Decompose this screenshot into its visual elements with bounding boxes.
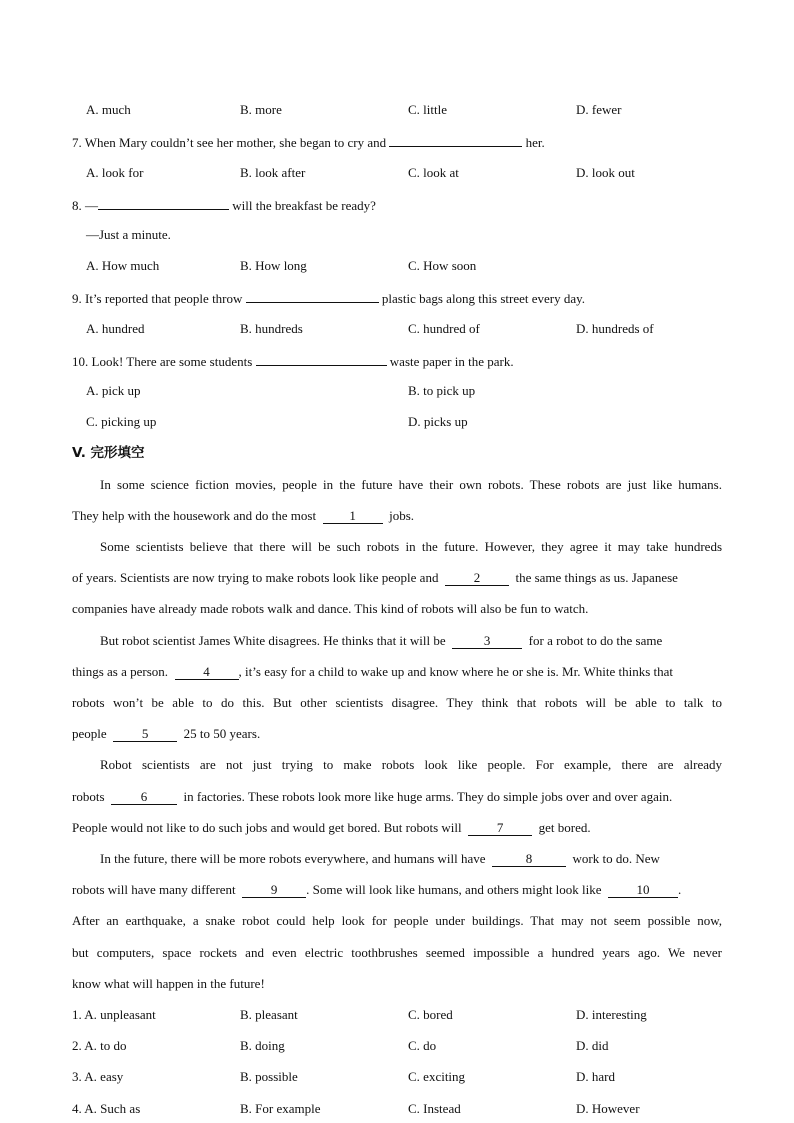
passage-line (72, 789, 722, 805)
passage-text: in factories. These robots look more like huge arms. They do simple jobs over and over again. (183, 789, 673, 804)
passage-text: , it’s easy for a child to wake up and know where he or she is. Mr. White thinks that (238, 664, 673, 679)
answer-2-b: B. doing (240, 1038, 285, 1053)
passage-line: In some science fiction movies, people in the future have their own robots. These robots are just like humans. (100, 477, 722, 492)
q7-text-after: her. (525, 135, 545, 150)
answer-4-a: 4. A. Such as (72, 1101, 141, 1116)
answer-2-c: C. do (408, 1038, 437, 1053)
q10-text-after: waste paper in the park. (389, 354, 514, 369)
q7-option-d: D. look out (576, 165, 635, 180)
cloze-blank-4: 4 (175, 665, 239, 680)
q9-text-after: plastic bags along this street every day. (381, 291, 586, 306)
passage-text: . Some will look like humans, and others might look like (306, 882, 602, 897)
passage-text: for a robot to do the same (528, 633, 663, 648)
answer-1-b: B. pleasant (240, 1007, 298, 1022)
answer-1-a: 1. A. unpleasant (72, 1007, 156, 1022)
q8-blank (98, 196, 229, 210)
q8-option-b: B. How long (240, 258, 307, 273)
cloze-blank-6: 6 (111, 790, 177, 805)
passage-text: In the future, there will be more robots everywhere, and humans will have (100, 851, 486, 866)
q10-option-d: D. picks up (408, 414, 468, 429)
passage-text: things as a person. (72, 664, 169, 679)
answer-3-d: D. hard (576, 1069, 615, 1084)
passage-text: robots (72, 789, 105, 804)
q9-text-before: 9. It’s reported that people throw (72, 291, 243, 306)
passage-text: get bored. (538, 820, 591, 835)
passage-text: the same things as us. Japanese (515, 570, 678, 585)
passage-text: work to do. New (572, 851, 660, 866)
passage-line: Robot scientists are not just trying to make robots look like people. For example, there are already (100, 757, 722, 772)
cloze-blank-5: 5 (113, 727, 177, 742)
q10-stem (72, 352, 514, 370)
q9-option-a: A. hundred (86, 321, 145, 336)
answer-1-c: C. bored (408, 1007, 453, 1022)
answer-3-c: C. exciting (408, 1069, 466, 1084)
passage-text: They help with the housework and do the most (72, 508, 317, 523)
q8-text-after: will the breakfast be ready? (232, 198, 376, 213)
passage-line (72, 508, 722, 524)
q10-blank (256, 352, 387, 366)
passage-text: . (678, 882, 682, 897)
q6-option-b: B. more (240, 102, 282, 117)
passage-line (72, 664, 722, 680)
passage-text: people (72, 726, 107, 741)
answer-4-c: C. Instead (408, 1101, 461, 1116)
answer-3-a: 3. A. easy (72, 1069, 124, 1084)
passage-line: companies have already made robots walk and dance. This kind of robots will also be fun to watch. (72, 601, 589, 616)
passage-line (72, 851, 722, 867)
q7-option-a: A. look for (86, 165, 144, 180)
answer-4-b: B. For example (240, 1101, 321, 1116)
q9-option-b: B. hundreds (240, 321, 303, 336)
q10-option-a: A. pick up (86, 383, 141, 398)
passage-line: robots won’t be able to do this. But other scientists disagree. They think that robots will be able to talk to (72, 695, 722, 710)
q8-option-c: C. How soon (408, 258, 477, 273)
passage-line: Some scientists believe that there will be such robots in the future. However, they agree it may take hundreds (100, 539, 722, 554)
passage-text: jobs. (389, 508, 414, 523)
cloze-blank-2: 2 (445, 571, 509, 586)
q8-number: 8. — (72, 198, 98, 213)
passage-text: But robot scientist James White disagrees. He thinks that it will be (100, 633, 446, 648)
q10-option-b: B. to pick up (408, 383, 476, 398)
answer-1-d: D. interesting (576, 1007, 647, 1022)
answer-3-b: B. possible (240, 1069, 298, 1084)
cloze-blank-9: 9 (242, 883, 306, 898)
q7-option-b: B. look after (240, 165, 306, 180)
q6-option-a: A. much (86, 102, 131, 117)
cloze-blank-10: 10 (608, 883, 678, 898)
q9-blank (246, 289, 379, 303)
passage-text: robots will have many different (72, 882, 236, 897)
q9-option-d: D. hundreds of (576, 321, 654, 336)
answer-2-d: D. did (576, 1038, 609, 1053)
q6-option-d: D. fewer (576, 102, 622, 117)
q9-option-c: C. hundred of (408, 321, 480, 336)
q10-option-c: C. picking up (86, 414, 157, 429)
q10-text-before: 10. Look! There are some students (72, 354, 253, 369)
q6-option-c: C. little (408, 102, 447, 117)
passage-text: of years. Scientists are now trying to make robots look like people and (72, 570, 439, 585)
q8-reply: —Just a minute. (86, 227, 171, 242)
answer-4-d: D. However (576, 1101, 640, 1116)
q7-stem (72, 133, 545, 151)
passage-line: After an earthquake, a snake robot could help look for people under buildings. That may not seem possible now, (72, 913, 722, 928)
q7-option-c: C. look at (408, 165, 459, 180)
cloze-blank-7: 7 (468, 821, 532, 836)
cloze-blank-1: 1 (323, 509, 383, 524)
passage-line (72, 882, 722, 898)
passage-line: but computers, space rockets and even electric toothbrushes seemed impossible a hundred years ago. We never (72, 945, 722, 960)
passage-line: know what will happen in the future! (72, 976, 265, 991)
cloze-blank-3: 3 (452, 634, 522, 649)
answer-2-a: 2. A. to do (72, 1038, 127, 1053)
q8-stem (72, 196, 376, 214)
cloze-blank-8: 8 (492, 852, 566, 867)
passage-line (72, 633, 722, 649)
q7-blank (389, 133, 522, 147)
passage-line (72, 726, 722, 742)
q7-text-before: 7. When Mary couldn’t see her mother, she began to cry and (72, 135, 387, 150)
passage-text: 25 to 50 years. (183, 726, 261, 741)
passage-text: People would not like to do such jobs and would get bored. But robots will (72, 820, 462, 835)
q9-stem (72, 289, 585, 307)
q8-option-a: A. How much (86, 258, 160, 273)
section-heading: V. 完形填空 (72, 445, 145, 461)
passage-line (72, 820, 722, 836)
passage-line (72, 570, 722, 586)
